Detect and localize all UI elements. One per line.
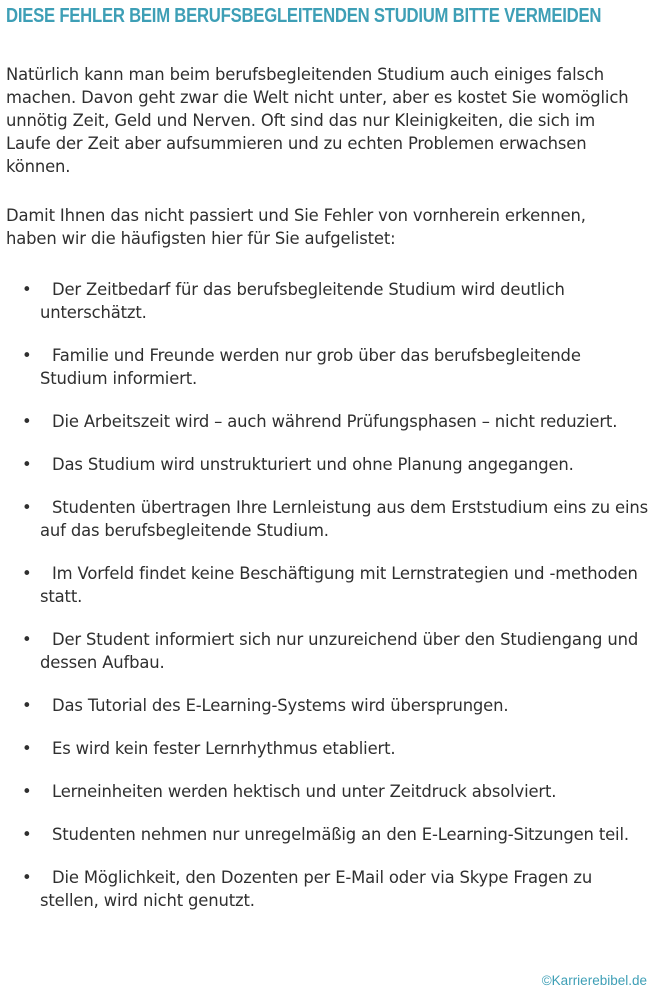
bullet-icon: • — [22, 346, 32, 365]
list-item-text: Das Studium wird unstrukturiert und ohne Planung angegangen. — [52, 455, 574, 474]
list-item-text: Familie und Freunde werden nur grob über das berufsbegleitende Studium informiert. — [40, 346, 581, 388]
bullet-icon: • — [22, 498, 32, 517]
intro-paragraph-1: Natürlich kann man beim berufsbegleitenden Studium auch einiges falsch machen. Davon geht zwar die Welt nicht unter, aber es kostet Sie womöglich unnötig Zeit, Geld und Nerven. Oft sind das nur Kleinigkeiten, die sich im Laufe der Zeit aber aufsummieren und zu echten Problemen erwachsen können. — [6, 65, 629, 176]
copyright-credit: ©Karrierebibel.de — [541, 973, 647, 988]
bullet-icon: • — [22, 868, 32, 887]
list-item — [0, 562, 653, 608]
list-item — [0, 694, 653, 717]
bullet-icon: • — [22, 412, 32, 431]
list-item-text: Die Arbeitszeit wird – auch während Prüfungsphasen – nicht reduziert. — [52, 412, 618, 431]
bullet-icon: • — [22, 825, 32, 844]
bullet-icon: • — [22, 564, 32, 583]
bullet-icon: • — [22, 739, 32, 758]
bullet-icon: • — [22, 782, 32, 801]
list-item-text: Studenten nehmen nur unregelmäßig an den E-Learning-Sitzungen teil. — [52, 825, 629, 844]
bullet-icon: • — [22, 696, 32, 715]
list-item-text: Das Tutorial des E-Learning-Systems wird übersprungen. — [52, 696, 509, 715]
list-item — [0, 453, 653, 476]
list-item — [0, 780, 653, 803]
bullet-icon: • — [22, 630, 32, 649]
list-item-text: Es wird kein fester Lernrhythmus etabliert. — [52, 739, 396, 758]
list-item — [0, 410, 653, 433]
list-item — [0, 823, 653, 846]
intro-paragraph-2: Damit Ihnen das nicht passiert und Sie Fehler von vornherein erkennen, haben wir die häufigsten hier für Sie aufgelistet: — [6, 206, 586, 248]
list-item — [0, 628, 653, 674]
list-item-text: Lerneinheiten werden hektisch und unter Zeitdruck absolviert. — [52, 782, 557, 801]
list-item-text: Studenten übertragen Ihre Lernleistung aus dem Erststudium eins zu eins auf das berufsbegleitende Studium. — [40, 498, 649, 540]
list-item-text: Im Vorfeld findet keine Beschäftigung mit Lernstrategien und -methoden statt. — [40, 564, 638, 606]
list-item — [0, 278, 653, 324]
list-item-text: Der Student informiert sich nur unzureichend über den Studiengang und dessen Aufbau. — [40, 630, 639, 672]
list-item — [0, 737, 653, 760]
mistake-list — [0, 278, 653, 932]
list-item — [0, 866, 653, 912]
list-item-text: Der Zeitbedarf für das berufsbegleitende Studium wird deutlich unterschätzt. — [40, 280, 565, 322]
list-item-text: Die Möglichkeit, den Dozenten per E-Mail oder via Skype Fragen zu stellen, wird nicht genutzt. — [40, 868, 593, 910]
page-title: DIESE FEHLER BEIM BERUFSBEGLEITENDEN STUDIUM BITTE VERMEIDEN — [6, 4, 602, 27]
bullet-icon: • — [22, 455, 32, 474]
list-item — [0, 344, 653, 390]
list-item — [0, 496, 653, 542]
bullet-icon: • — [22, 280, 32, 299]
